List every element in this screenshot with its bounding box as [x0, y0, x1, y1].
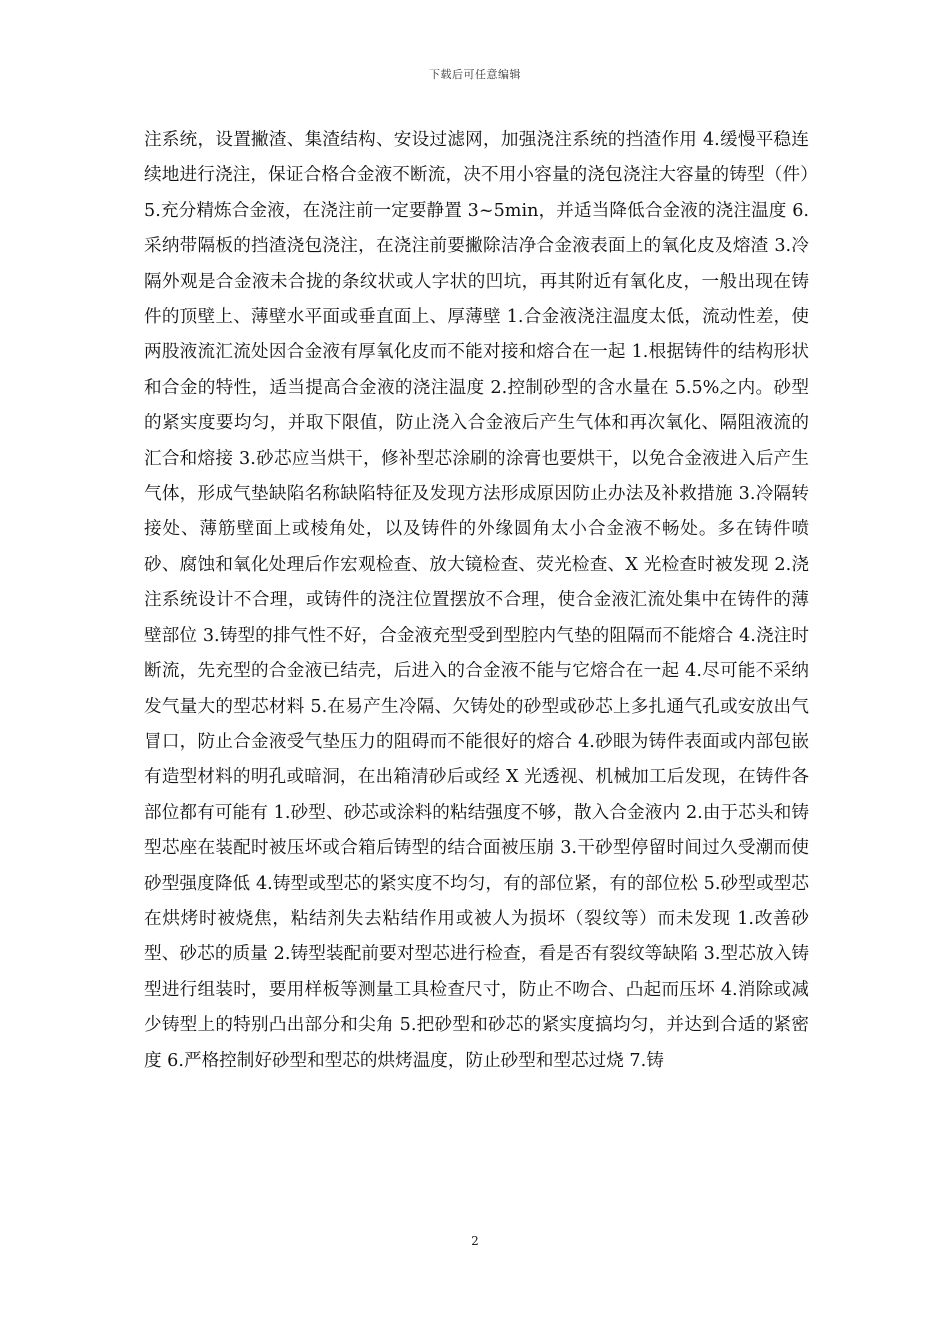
- page-header: 下载后可任意编辑: [429, 68, 521, 81]
- body-paragraph: 注系统，设置撇渣、集渣结构、安设过滤网，加强浇注系统的挡渣作用 4.缓慢平稳连续地进行浇注，保证合格合金液不断流，决不用小容量的浇包浇注大容量的铸型（件）5.充分精炼合金液，在浇注前一定要静置 3~5min，并适当降低合金液的浇注温度 6.采纳带隔板的挡渣浇包浇注，在浇注前要撇除洁净合金液表面上的氧化皮及熔渣 3.冷隔外观是合金液未合拢的条纹状或人字状的凹坑，再其附近有氧化皮，一般出现在铸件的顶壁上、薄壁水平面或垂直面上、厚薄壁 1.合金液浇注温度太低，流动性差，使两股液流汇流处因合金液有厚氧化皮而不能对接和熔合在一起 1.根据铸件的结构形状和合金的特性，适当提高合金液的浇注温度 2.控制砂型的含水量在 5.5%之内。砂型的紧实度要均匀，并取下限值，防止浇入合金液后产生气体和再次氧化、隔阻液流的汇合和熔接 3.砂芯应当烘干，修补型芯涂刷的涂膏也要烘干，以免合金液进入后产生气体，形成气垫缺陷名称缺陷特征及发现方法形成原因防止办法及补救措施 3.冷隔转接处、薄筋壁面上或棱角处，以及铸件的外缘圆角太小合金液不畅处。多在铸件喷砂、腐蚀和氧化处理后作宏观检查、放大镜检查、荧光检查、X 光检查时被发现 2.浇注系统设计不合理，或铸件的浇注位置摆放不合理，使合金液汇流处集中在铸件的薄壁部位 3.铸型的排气性不好，合金液充型受到型腔内气垫的阻隔而不能熔合 4.浇注时断流，先充型的合金液已结壳，后进入的合金液不能与它熔合在一起 4.尽可能不采纳发气量大的型芯材料 5.在易产生冷隔、欠铸处的砂型或砂芯上多扎通气孔或安放出气冒口，防止合金液受气垫压力的阻碍而不能很好的熔合 4.砂眼为铸件表面或内部包嵌有造型材料的明孔或暗洞，在出箱清砂后或经 X 光透视、机械加工后发现，在铸件各部位都有可能有 1.砂型、砂芯或涂料的粘结强度不够，散入合金液内 2.由于芯头和铸型芯座在装配时被压坏或合箱后铸型的结合面被压崩 3.干砂型停留时间过久受潮而使砂型强度降低 4.铸型或型芯的紧实度不均匀，有的部位紧，有的部位松 5.砂型或型芯在烘烤时被烧焦，粘结剂失去粘结作用或被人为损坏（裂纹等）而未发现 1.改善砂型、砂芯的质量 2.铸型装配前要对型芯进行检查，看是否有裂纹等缺陷 3.型芯放入铸型进行组装时，要用样板等测量工具检查尺寸，防止不吻合、凸起而压坏 4.消除或减少铸型上的特别凸出部分和尖角 5.把砂型和砂芯的紧实度搞均匀，并达到合适的紧密度 6.严格控制好砂型和型芯的烘烤温度，防止砂型和型芯过烧 7.铸: [144, 130, 809, 1071]
- page-number: 2: [471, 1234, 479, 1248]
